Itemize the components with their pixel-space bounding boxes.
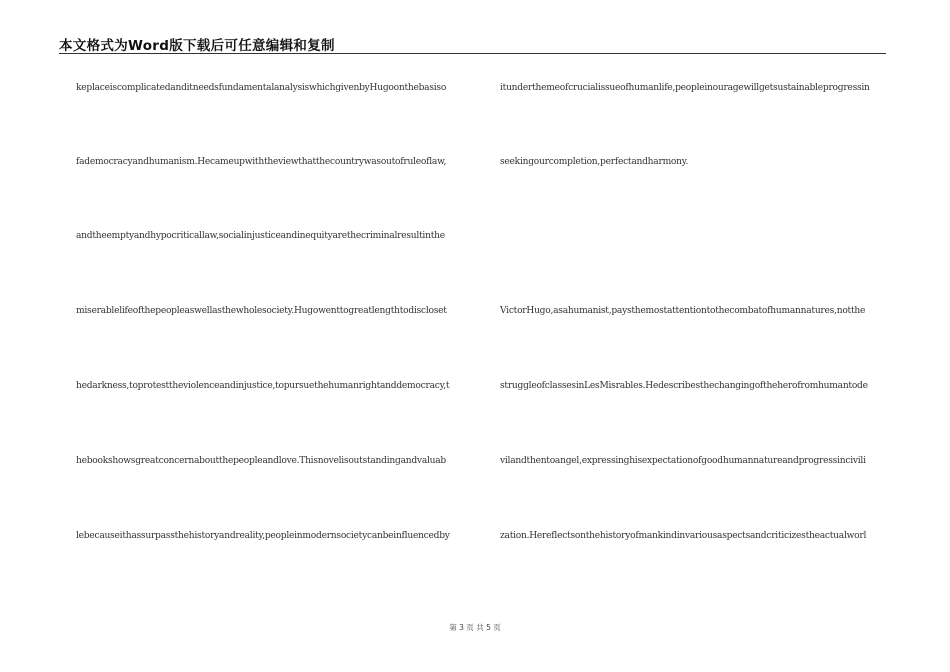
text-line: keplaceiscomplicatedanditneedsfundamentalanalysiswhichgivenbyHugoonthebasiso <box>76 83 447 93</box>
text-line: itunderthemeofcrucialissueofhumanlife,peopleinouragewillgetsustainableprogressin <box>500 83 870 93</box>
text-line: miserablelifeofthepeopleaswellasthewholesociety.Hugowenttogreatlengthtodiscloset <box>76 306 447 316</box>
text-line: lebecauseithassurpassthehistoryandreality,peopleinmodernsocietycanbeinfluencedby <box>76 531 450 541</box>
page-header <box>59 33 886 54</box>
text-line: zation.Hereflectsonthehistoryofmankindinvariousaspectsandcriticizestheactualworl <box>500 531 867 541</box>
header-title: 本文格式为Word版下载后可任意编辑和复制 <box>59 38 335 54</box>
text-line: hebookshowsgreatconcernaboutthepeopleandlove.Thisnovelisoutstandingandvaluab <box>76 456 446 466</box>
text-line: seekingourcompletion,perfectandharmony. <box>500 157 689 167</box>
page-number: 第 3 页 共 5 页 <box>449 623 501 632</box>
page-footer <box>0 622 950 633</box>
text-line: vilandthentoangel,expressinghisexpectationofgoodhumannatureandprogressincivili <box>500 456 866 466</box>
text-line: VictorHugo,asahumanist,paysthemostattentiontothecombatofhumannatures,notthe <box>500 306 866 316</box>
text-line: hedarkness,toprotesttheviolenceandinjustice,topursuethehumanrightanddemocracy,t <box>76 381 450 391</box>
text-line: fademocracyandhumanism.Hecameupwiththeviewthatthecountrywasoutofruleoflaw, <box>76 157 447 167</box>
text-line: andtheemptyandhypocriticallaw,socialinjusticeandinequityarethecriminalresultinthe <box>76 231 445 241</box>
text-line: struggleofclassesinLesMisrables.Hedescribesthechangingoftheherofromhumantode <box>500 381 868 391</box>
